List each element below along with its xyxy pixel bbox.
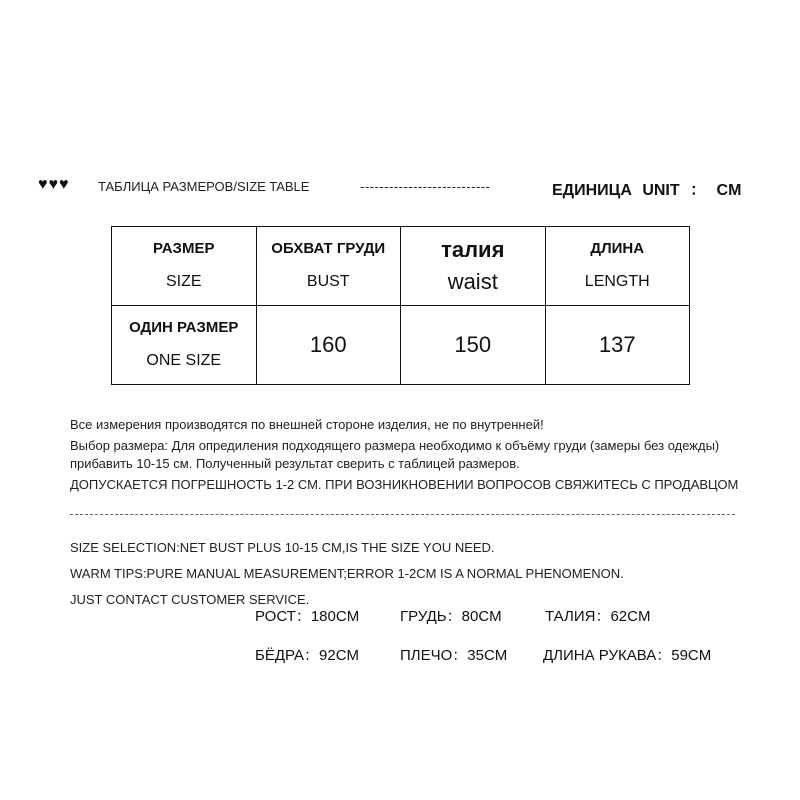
model-hips: БЁДРА：92CM <box>255 647 360 664</box>
hearts-icon: ♥♥♥ <box>38 176 70 193</box>
header-dash-line: --------------------------- <box>360 179 491 194</box>
row-size-en: ONE SIZE <box>146 352 222 369</box>
header-size-ru: РАЗМЕР <box>153 240 215 257</box>
header-bust-ru: ОБХВАТ ГРУДИ <box>271 240 386 257</box>
header-waist-en: waist <box>447 269 498 294</box>
model-sleeve-length: ДЛИНА РУКАВА：59CM <box>543 647 712 664</box>
unit-label: ЕДИНИЦА UNIT ： CM <box>552 182 742 199</box>
row-size-ru: ОДИН РАЗМЕР <box>129 319 239 336</box>
bust-value: 160 <box>309 332 347 357</box>
row-cell-size <box>112 306 257 385</box>
model-chest: ГРУДЬ：80CM <box>400 608 502 625</box>
table-row <box>112 306 690 385</box>
size-table-title: ТАБЛИЦА РАЗМЕРОВ/SIZE TABLE <box>98 179 310 194</box>
waist-value: 150 <box>454 332 492 357</box>
note-outer-measurement: Все измерения производятся по внешней стороне изделия, не по внутренней! <box>70 417 544 432</box>
header-bust-en: BUST <box>306 273 350 290</box>
header-length-en: LENGTH <box>584 273 650 290</box>
header-cell-size <box>112 227 257 306</box>
model-height: РОСТ：180CM <box>255 608 360 625</box>
header-cell-waist <box>401 227 546 306</box>
note-size-selection-ru: Выбор размера: Для опредиления подходящего размера необходимо к объёму груди (замеры без одежды) прибавить 10-15 см. Полученный результат сверить с таблицей размеров. <box>70 438 720 471</box>
table-header-row <box>112 227 690 306</box>
model-waist: ТАЛИЯ：62CM <box>545 608 651 625</box>
header-size-en: SIZE <box>165 273 202 290</box>
note-size-selection-en: SIZE SELECTION:NET BUST PLUS 10-15 CM,IS THE SIZE YOU NEED. <box>70 540 495 555</box>
header-waist-ru: талия <box>441 237 505 262</box>
length-value: 137 <box>598 332 636 357</box>
note-tolerance-ru: ДОПУСКАЕТСЯ ПОГРЕШНОСТЬ 1-2 СМ. ПРИ ВОЗНИКНОВЕНИИ ВОПРОСОВ СВЯЖИТЕСЬ С ПРОДАВЦОМ <box>70 477 739 492</box>
row-cell-waist <box>401 306 546 385</box>
header-cell-length <box>545 227 690 306</box>
row-cell-bust <box>256 306 401 385</box>
note-contact-service: JUST CONTACT CUSTOMER SERVICE. <box>70 592 310 607</box>
divider <box>70 514 735 515</box>
row-cell-length <box>545 306 690 385</box>
note-warm-tips: WARM TIPS:PURE MANUAL MEASUREMENT;ERROR 1-2CM IS A NORMAL PHENOMENON. <box>70 566 624 581</box>
size-table <box>111 226 690 385</box>
model-shoulder: ПЛЕЧО：35CM <box>400 647 508 664</box>
header-cell-bust <box>256 227 401 306</box>
header-length-ru: ДЛИНА <box>590 240 645 257</box>
